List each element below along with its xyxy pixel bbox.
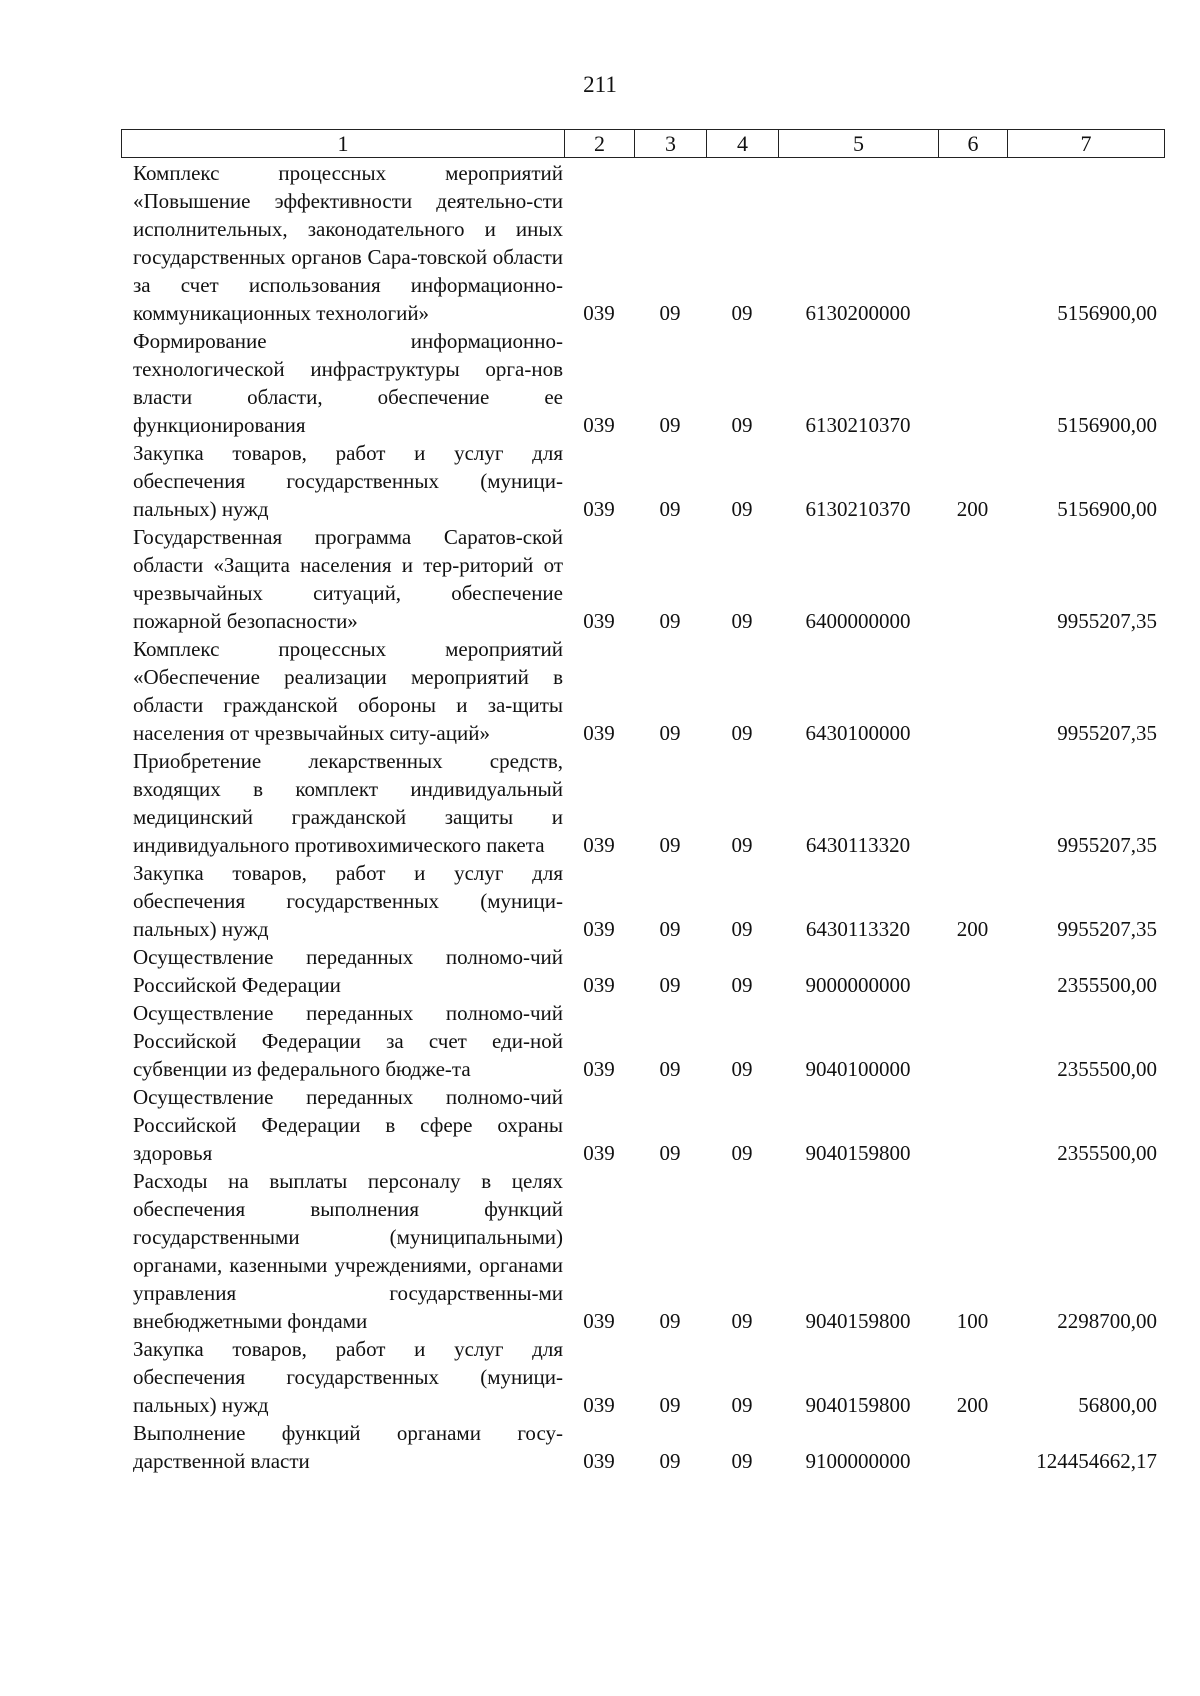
department-code: 039 [583,1141,615,1165]
section-code: 09 [659,721,681,745]
column-header-7: 7 [1008,130,1165,158]
row-description: Выполнение функций органами госу-дарственной власти [133,1421,563,1473]
target-article-code: 9040159800 [805,1393,911,1417]
target-article-code: 6130210370 [805,413,911,437]
target-article-code: 6400000000 [805,609,911,633]
department-code: 039 [583,1057,615,1081]
row-codes [121,411,1164,439]
subsection-code: 09 [731,973,753,997]
expense-type-code: 100 [956,1309,989,1333]
target-article-code: 6130210370 [805,497,911,521]
amount: 5156900,00 [1057,301,1157,325]
column-header-4: 4 [707,130,779,158]
row-description: Осуществление переданных полномо-чий Российской Федерации [133,945,563,997]
row-codes [121,719,1164,747]
subsection-code: 09 [731,1449,753,1473]
table-row [121,1419,1164,1475]
table-row [121,747,1164,859]
amount: 2355500,00 [1057,973,1157,997]
department-code: 039 [583,973,615,997]
table-row [121,439,1164,523]
section-code: 09 [659,1057,681,1081]
subsection-code: 09 [731,609,753,633]
table-row [121,159,1164,327]
section-code: 09 [659,917,681,941]
target-article-code: 6430100000 [805,721,911,745]
row-codes [121,1447,1164,1475]
department-code: 039 [583,1449,615,1473]
department-code: 039 [583,413,615,437]
amount: 9955207,35 [1057,609,1157,633]
target-article-code: 6430113320 [805,833,911,857]
department-code: 039 [583,1393,615,1417]
section-code: 09 [659,1393,681,1417]
table-row [121,1083,1164,1167]
subsection-code: 09 [731,497,753,521]
department-code: 039 [583,833,615,857]
target-article-code: 9040159800 [805,1309,911,1333]
subsection-code: 09 [731,1393,753,1417]
row-codes [121,1139,1164,1167]
row-codes [121,971,1164,999]
row-description: Осуществление переданных полномо-чий Российской Федерации за счет еди-ной субвенции из федерального бюдже-та [133,1001,563,1081]
target-article-code: 6130200000 [805,301,911,325]
target-article-code: 9040100000 [805,1057,911,1081]
expense-type-code: 200 [956,497,989,521]
subsection-code: 09 [731,301,753,325]
row-description: Закупка товаров, работ и услуг для обеспечения государственных (муници-пальных) нужд [133,861,563,941]
table-row [121,1335,1164,1419]
section-code: 09 [659,413,681,437]
table-row [121,1167,1164,1335]
row-codes [121,915,1164,943]
table-row [121,327,1164,439]
row-codes [121,1307,1164,1335]
target-article-code: 9100000000 [805,1449,911,1473]
subsection-code: 09 [731,917,753,941]
row-codes [121,607,1164,635]
table-row [121,859,1164,943]
column-header-5: 5 [779,130,939,158]
section-code: 09 [659,497,681,521]
row-codes [121,1391,1164,1419]
amount: 2355500,00 [1057,1057,1157,1081]
department-code: 039 [583,301,615,325]
table-row [121,943,1164,999]
column-header-table [121,129,1165,158]
section-code: 09 [659,609,681,633]
row-codes [121,1055,1164,1083]
row-codes [121,831,1164,859]
amount: 124454662,17 [1036,1449,1157,1473]
subsection-code: 09 [731,1309,753,1333]
table-row [121,523,1164,635]
subsection-code: 09 [731,833,753,857]
subsection-code: 09 [731,1057,753,1081]
expense-type-code: 200 [956,1393,989,1417]
amount: 56800,00 [1078,1393,1157,1417]
amount: 5156900,00 [1057,497,1157,521]
row-description: Расходы на выплаты персоналу в целях обеспечения выполнения функций государственными (муниципальными) органами, казенными учреждениями, органами управления государственны-ми внебюджетными фондами [133,1169,563,1333]
section-code: 09 [659,973,681,997]
section-code: 09 [659,1309,681,1333]
target-article-code: 6430113320 [805,917,911,941]
budget-table-body [121,159,1164,1475]
table-row [121,635,1164,747]
amount: 9955207,35 [1057,917,1157,941]
row-description: Комплекс процессных мероприятий «Обеспечение реализации мероприятий в области гражданской обороны и за-щиты населения от чрезвычайных ситу-аций» [133,637,563,745]
row-description: Осуществление переданных полномо-чий Российской Федерации в сфере охраны здоровья [133,1085,563,1165]
page-number: 211 [583,72,617,97]
section-code: 09 [659,301,681,325]
column-header-row [122,130,1165,158]
target-article-code: 9040159800 [805,1141,911,1165]
amount: 2355500,00 [1057,1141,1157,1165]
row-description: Комплекс процессных мероприятий «Повышение эффективности деятельно-сти исполнительных, законодательного и иных государственных органов Сара-товской области за счет использования информационно-коммуникационных технологий» [133,161,563,325]
table-row [121,999,1164,1083]
row-codes [121,299,1164,327]
department-code: 039 [583,1309,615,1333]
amount: 5156900,00 [1057,413,1157,437]
row-description: Государственная программа Саратов-ской области «Защита населения и тер-риторий от чрезвычайных ситуаций, обеспечение пожарной безопасности» [133,525,563,633]
department-code: 039 [583,497,615,521]
column-header-1: 1 [122,130,565,158]
target-article-code: 9000000000 [805,973,911,997]
amount: 2298700,00 [1057,1309,1157,1333]
column-header-6: 6 [939,130,1008,158]
amount: 9955207,35 [1057,721,1157,745]
row-description: Закупка товаров, работ и услуг для обеспечения государственных (муници-пальных) нужд [133,1337,563,1417]
row-description: Приобретение лекарственных средств, входящих в комплект индивидуальный медицинский гражданской защиты и индивидуального противохимического пакета [133,749,563,857]
section-code: 09 [659,833,681,857]
department-code: 039 [583,609,615,633]
section-code: 09 [659,1141,681,1165]
amount: 9955207,35 [1057,833,1157,857]
subsection-code: 09 [731,1141,753,1165]
row-description: Формирование информационно-технологической инфраструктуры орга-нов власти области, обеспечение ее функционирования [133,329,563,437]
subsection-code: 09 [731,413,753,437]
column-header-3: 3 [635,130,707,158]
section-code: 09 [659,1449,681,1473]
row-codes [121,495,1164,523]
column-header-2: 2 [565,130,635,158]
department-code: 039 [583,721,615,745]
subsection-code: 09 [731,721,753,745]
expense-type-code: 200 [956,917,989,941]
department-code: 039 [583,917,615,941]
row-description: Закупка товаров, работ и услуг для обеспечения государственных (муници-пальных) нужд [133,441,563,521]
